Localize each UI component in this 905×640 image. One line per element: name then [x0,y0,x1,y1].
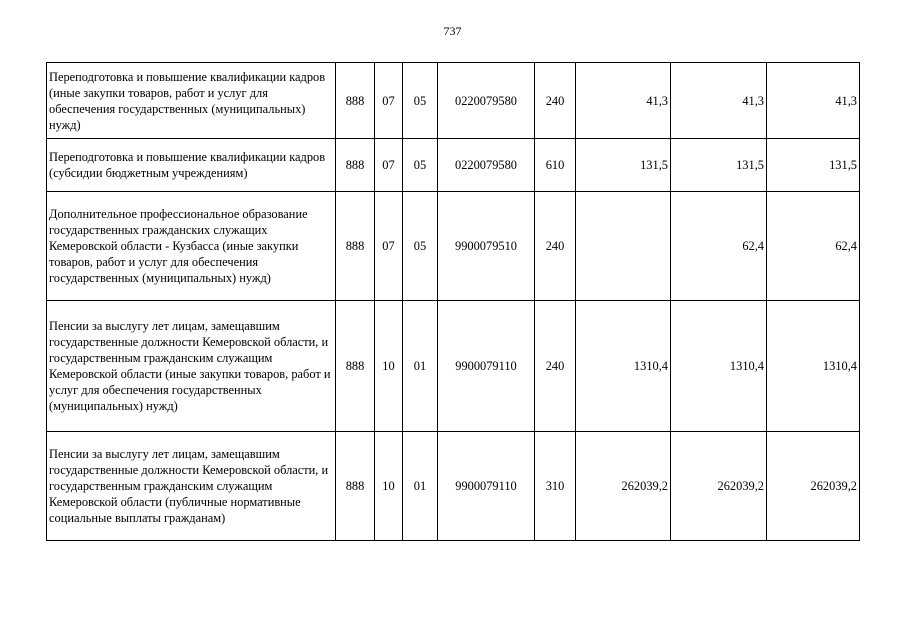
amount-year-2: 262039,2 [671,432,767,541]
page-number: 737 [443,24,462,38]
expense-name: Пенсии за выслугу лет лицам, замещавшим государственные должности Кемеровской области, и государственным гражданским служащим Кемеровской области (иные закупки товаров, работ и услуг для обеспечения государственных (муниципальных) нужд) [47,301,336,432]
subsection-code: 01 [403,432,438,541]
section-code: 07 [375,192,403,301]
amount-year-1: 1310,4 [576,301,671,432]
ministry-code: 888 [336,301,375,432]
section-code: 07 [375,63,403,139]
expense-name: Переподготовка и повышение квалификации кадров (субсидии бюджетным учреждениям) [47,139,336,192]
amount-year-1: 41,3 [576,63,671,139]
subsection-code: 05 [403,139,438,192]
amount-year-1 [576,192,671,301]
amount-year-3: 262039,2 [767,432,860,541]
expense-type-code: 240 [535,301,576,432]
budget-table [46,62,860,541]
amount-year-1: 262039,2 [576,432,671,541]
target-article-code: 9900079110 [438,301,535,432]
expense-name: Пенсии за выслугу лет лицам, замещавшим государственные должности Кемеровской области, и государственным гражданским служащим Кемеровской области (публичные нормативные социальные выплаты гражданам) [47,432,336,541]
subsection-code: 05 [403,192,438,301]
table-row [47,432,860,541]
ministry-code: 888 [336,432,375,541]
expense-type-code: 240 [535,63,576,139]
subsection-code: 01 [403,301,438,432]
expense-name: Дополнительное профессиональное образование государственных гражданских служащих Кемеровской области - Кузбасса (иные закупки товаров, работ и услуг для обеспечения государственных (муниципальных) нужд) [47,192,336,301]
ministry-code: 888 [336,63,375,139]
target-article-code: 9900079510 [438,192,535,301]
expense-name: Переподготовка и повышение квалификации кадров (иные закупки товаров, работ и услуг для обеспечения государственных (муниципальных) нужд) [47,63,336,139]
table-row [47,63,860,139]
ministry-code: 888 [336,192,375,301]
section-code: 07 [375,139,403,192]
amount-year-2: 1310,4 [671,301,767,432]
target-article-code: 9900079110 [438,432,535,541]
amount-year-3: 41,3 [767,63,860,139]
subsection-code: 05 [403,63,438,139]
amount-year-3: 1310,4 [767,301,860,432]
amount-year-2: 131,5 [671,139,767,192]
amount-year-3: 131,5 [767,139,860,192]
table-row [47,139,860,192]
section-code: 10 [375,432,403,541]
amount-year-2: 41,3 [671,63,767,139]
amount-year-2: 62,4 [671,192,767,301]
ministry-code: 888 [336,139,375,192]
expense-type-code: 610 [535,139,576,192]
table-row [47,192,860,301]
amount-year-1: 131,5 [576,139,671,192]
section-code: 10 [375,301,403,432]
expense-type-code: 310 [535,432,576,541]
expense-type-code: 240 [535,192,576,301]
target-article-code: 0220079580 [438,63,535,139]
amount-year-3: 62,4 [767,192,860,301]
table-row [47,301,860,432]
target-article-code: 0220079580 [438,139,535,192]
